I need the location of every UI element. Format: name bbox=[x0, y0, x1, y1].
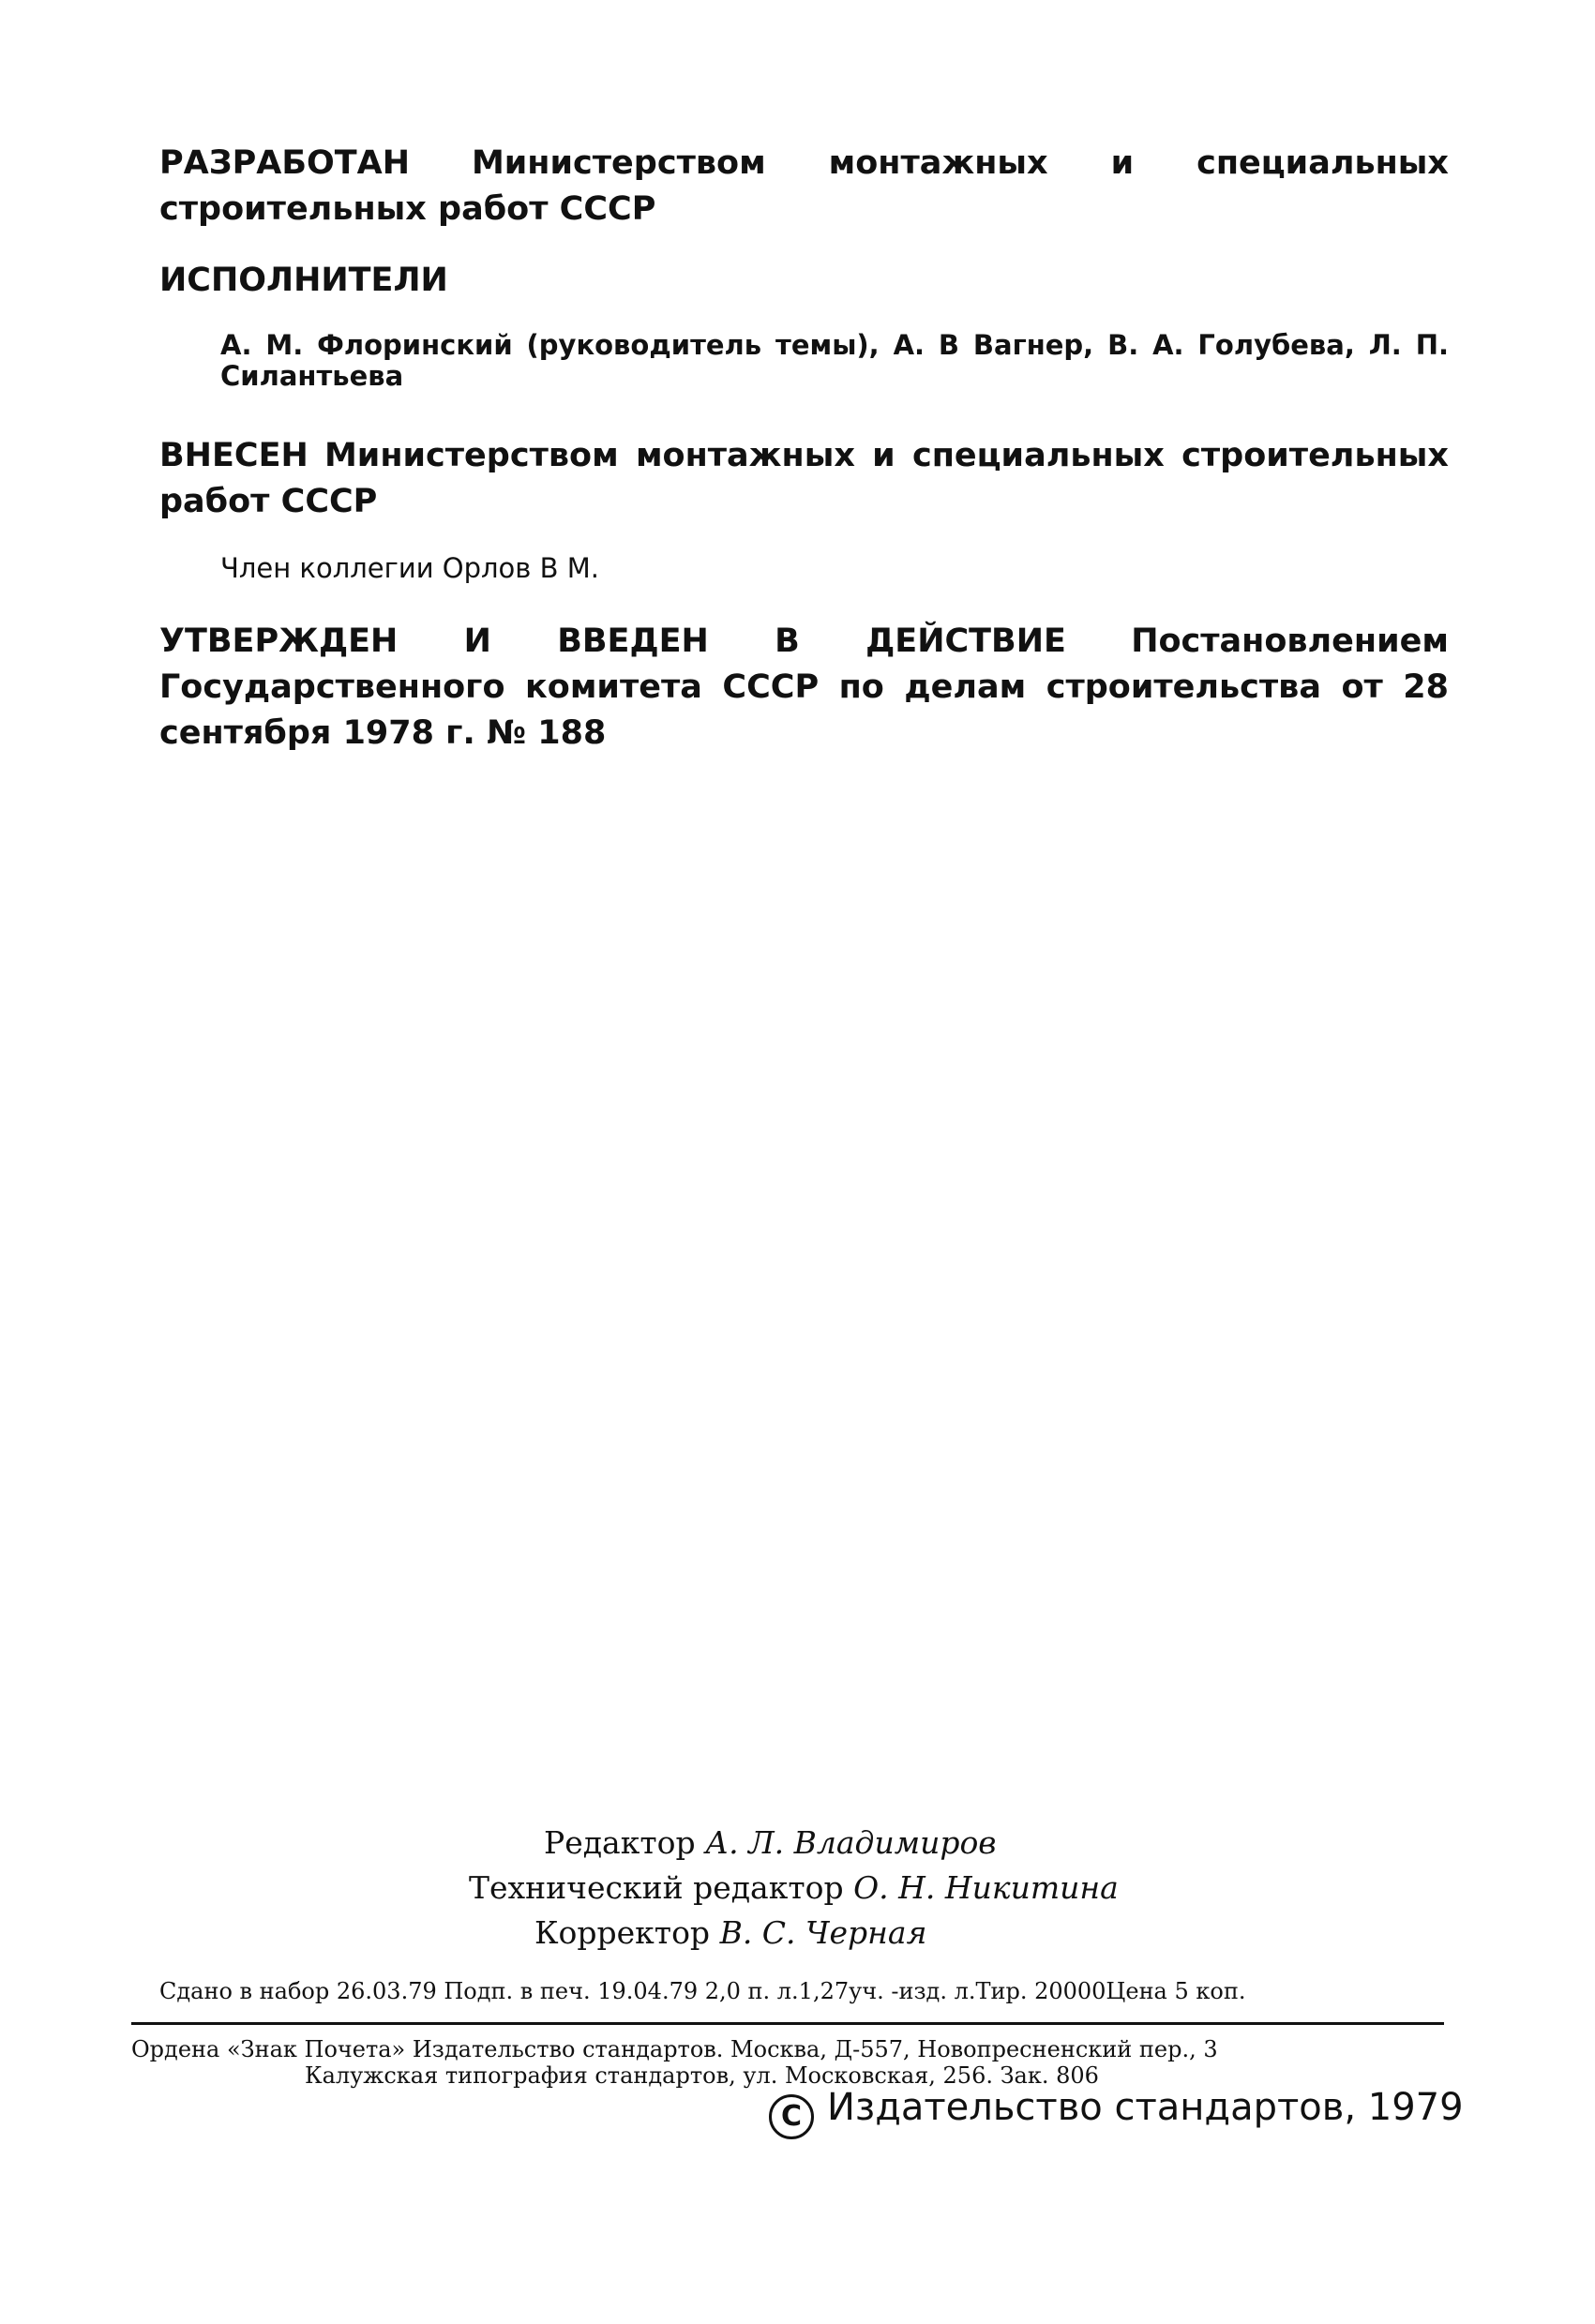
executors-names: А. М. Флоринский (руководитель темы), А. В Вагнер, В. А. Голубева, Л. П. Силантьева bbox=[220, 329, 1449, 392]
approved-paragraph bbox=[159, 619, 1449, 757]
printer-line: Калужская типография стандартов, ул. Московская, 256. Зак. 806 bbox=[305, 2062, 1099, 2089]
introduced-lead: ВНЕСЕН bbox=[159, 437, 308, 474]
print-info-line: Сдано в набор 26.03.79 Подп. в печ. 19.04.79 2,0 п. л.1,27уч. -изд. л.Тир. 20000Цена 5 коп. bbox=[159, 1978, 1246, 2004]
corrector-name: В. С. Черная bbox=[719, 1914, 927, 1951]
developed-section bbox=[159, 141, 1449, 232]
editor-label: Редактор bbox=[544, 1824, 696, 1861]
tech-editor-label: Технический редактор bbox=[469, 1869, 844, 1906]
introduced-section bbox=[159, 433, 1449, 525]
editor-row bbox=[544, 1819, 997, 1867]
divider-rule bbox=[131, 2022, 1444, 2025]
approved-text: Постановлением Государственного комитета СССР по делам строительства от 28 сентября 1978 г. № 188 bbox=[159, 622, 1449, 752]
approved-lead: УТВЕРЖДЕН И ВВЕДЕН В ДЕЙСТВИЕ bbox=[159, 622, 1066, 660]
copyright-line bbox=[769, 2086, 1464, 2139]
executors-list bbox=[220, 330, 1449, 392]
executors-heading: ИСПОЛНИТЕЛИ bbox=[159, 262, 448, 299]
publisher-line: Ордена «Знак Почета» Издательство стандартов. Москва, Д-557, Новопресненский пер., 3 bbox=[131, 2036, 1218, 2062]
editor-name: А. Л. Владимиров bbox=[705, 1824, 997, 1861]
developed-paragraph bbox=[159, 141, 1449, 232]
executors-section bbox=[159, 258, 1449, 304]
approved-section bbox=[159, 619, 1449, 757]
tech-editor-line bbox=[469, 1864, 1119, 1912]
copyright-icon: C bbox=[769, 2094, 814, 2139]
member-text: Член коллегии Орлов В М. bbox=[220, 552, 599, 584]
developed-lead: РАЗРАБОТАН bbox=[159, 144, 411, 182]
introduced-text: Министерством монтажных и специальных строительных работ СССР bbox=[159, 437, 1449, 520]
copyright-text: Издательство стандартов, 1979 bbox=[827, 2086, 1464, 2129]
corrector-line bbox=[534, 1909, 926, 1957]
introduced-paragraph bbox=[159, 433, 1449, 525]
developed-text: Министерством монтажных и специальных строительных работ СССР bbox=[159, 144, 1449, 228]
tech-editor-name: О. Н. Никитина bbox=[853, 1869, 1119, 1906]
member-line bbox=[220, 553, 1449, 584]
corrector-label: Корректор bbox=[534, 1914, 711, 1951]
